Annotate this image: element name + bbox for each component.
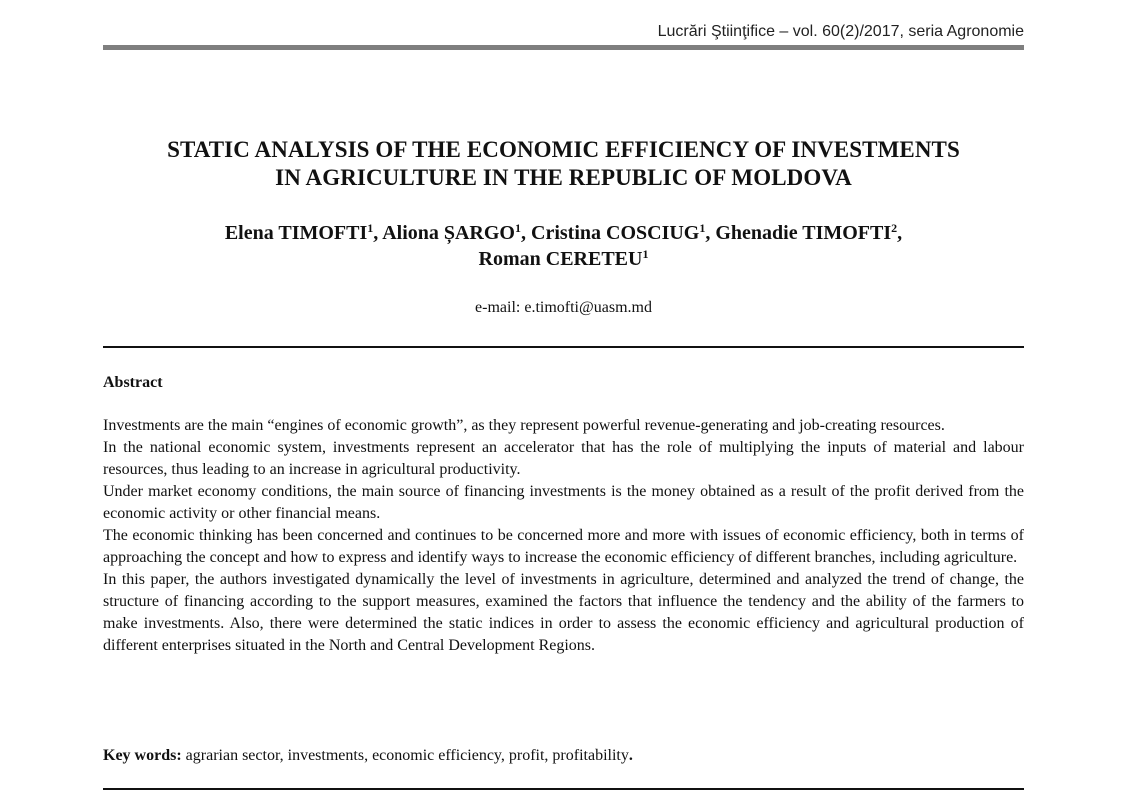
keywords-label: Key words: [103, 747, 182, 764]
author-affiliation: 1 [699, 221, 706, 235]
author-name: Elena TIMOFTI [224, 222, 368, 244]
abstract-paragraph: The economic thinking has been concerned and continues to be concerned more and more with issues of economic efficiency, both in terms of approaching the concept and how to express and identify ways to increase the economic efficiency of different branches, including agriculture. [103, 527, 1024, 566]
title-line-2: IN AGRICULTURE IN THE REPUBLIC OF MOLDOVA [275, 165, 852, 190]
paper-title [103, 136, 1024, 192]
author-name: Aliona ȘARGO [382, 222, 515, 244]
header-rule [103, 45, 1024, 50]
abstract-heading: Abstract [103, 374, 163, 391]
author-affiliation: 2 [891, 221, 898, 235]
author-list [103, 220, 1024, 272]
abstract-paragraph: In the national economic system, investments represent an accelerator that has the role of multiplying the inputs of material and labour resources, thus leading to an increase in agricultural productivity. [103, 439, 1024, 478]
bottom-divider [103, 788, 1024, 790]
keywords-text: agrarian sector, investments, economic efficiency, profit, profitability [181, 747, 629, 764]
abstract-paragraph: Investments are the main “engines of economic growth”, as they represent powerful revenue-generating and job-creating resources. [103, 417, 945, 434]
abstract-paragraph: In this paper, the authors investigated dynamically the level of investments in agriculture, determined and analyzed the trend of change, the structure of financing according to the support measures, examined the factors that influence the tendency and the ability of the farmers to make investments. Also, there were determined the static indices in order to assess the economic efficiency and agricultural production of different enterprises situated in the North and Central Development Regions. [103, 571, 1024, 654]
author-name: Ghenadie TIMOFTI [715, 222, 892, 244]
author-affiliation: 1 [515, 221, 521, 235]
top-divider [103, 346, 1024, 348]
author-name: Cristina COSCIUG [531, 222, 700, 244]
keywords-end: . [628, 747, 633, 764]
author-affiliation: 1 [367, 221, 374, 235]
keywords [103, 745, 1024, 767]
author-email: e-mail: e.timofti@uasm.md [475, 299, 652, 316]
abstract-body [103, 415, 1024, 657]
author-line-2 [103, 246, 1024, 272]
author-name: Roman CERETEU [478, 248, 643, 270]
abstract-paragraph: Under market economy conditions, the main source of financing investments is the money obtained as a result of the profit derived from the economic activity or other financial means. [103, 483, 1024, 522]
author-separator: , [705, 222, 716, 244]
running-header: Lucrări Ştiinţifice – vol. 60(2)/2017, seria Agronomie [657, 23, 1024, 40]
author-line-1 [103, 220, 1024, 246]
title-line-1: STATIC ANALYSIS OF THE ECONOMIC EFFICIENCY OF INVESTMENTS [167, 137, 960, 162]
author-separator: , [521, 222, 531, 244]
author-separator: , [373, 222, 383, 244]
author-affiliation: 1 [642, 247, 649, 261]
author-separator: , [897, 222, 903, 244]
